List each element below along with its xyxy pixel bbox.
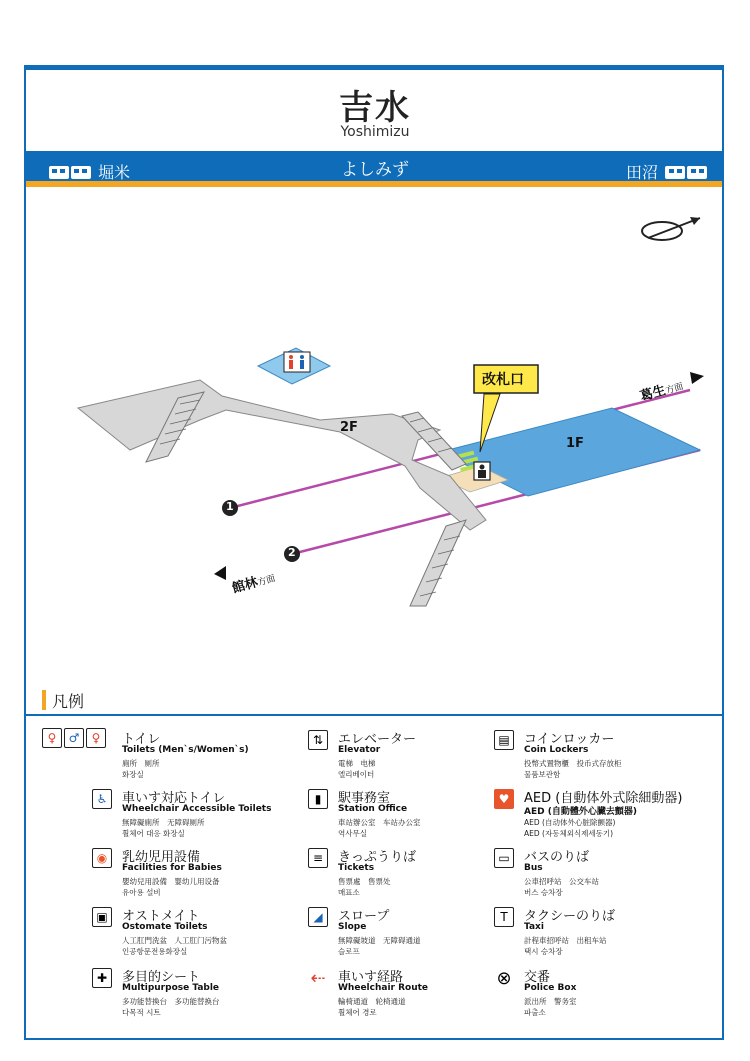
legend-item-en: Ostomate Toilets bbox=[122, 922, 208, 932]
train-right-icon bbox=[664, 163, 708, 181]
legend-item-ja: オストメイト bbox=[122, 909, 200, 924]
station-kana: よしみず bbox=[341, 160, 409, 180]
legend-item-en: Taxi bbox=[524, 922, 544, 932]
floor-1f-label: 1F bbox=[566, 436, 584, 451]
slope-icon: ◢ bbox=[308, 907, 328, 927]
legend-item-en: Police Box bbox=[524, 983, 577, 993]
legend-item-en: Slope bbox=[338, 922, 367, 932]
wheelchair-route-icon: ⇠ bbox=[308, 968, 328, 988]
coin-locker-icon: ▤ bbox=[494, 730, 514, 750]
legend-item-ja: きっぷうりば bbox=[338, 850, 417, 865]
legend-item-zh: 人工肛門洗盆 人工肛门污物盆 bbox=[122, 936, 227, 945]
legend-item-ja: 交番 bbox=[524, 970, 551, 985]
line-bar-strip bbox=[26, 181, 722, 187]
legend-item-en: Toilets (Men`s/Women`s) bbox=[122, 745, 249, 755]
legend-item-ja: タクシーのりば bbox=[524, 909, 616, 924]
legend-divider bbox=[26, 714, 722, 716]
legend-item-ko: 택시 승차장 bbox=[524, 947, 563, 956]
station-name: 吉水 bbox=[339, 88, 411, 128]
station-romaji: Yoshimizu bbox=[340, 124, 410, 140]
legend-item-en: Elevator bbox=[338, 745, 381, 755]
concourse-2f bbox=[78, 380, 486, 530]
legend-item-ko: 매표소 bbox=[338, 888, 360, 897]
legend-item-ko: 인공항문전용화장실 bbox=[122, 947, 188, 956]
baby-icon: ◉ bbox=[92, 848, 112, 868]
legend-item-zh: 無障礙坡道 无障碍通道 bbox=[338, 936, 421, 945]
legend-item-ko: 휠체어 대응 화장실 bbox=[122, 829, 185, 838]
legend-item-ja: トイレ bbox=[122, 732, 161, 747]
legend-item-en: Multipurpose Table bbox=[122, 983, 220, 993]
legend-item-ko: 다목적 시트 bbox=[122, 1008, 161, 1017]
legend-title-marker bbox=[42, 690, 46, 710]
train-left-icon bbox=[48, 163, 92, 181]
legend-item-ko: AED (자동체외식제세동기) bbox=[524, 829, 614, 838]
legend-item-ja: エレベーター bbox=[338, 732, 417, 747]
compass-icon bbox=[642, 217, 700, 240]
legend-item-ko: 슬로프 bbox=[338, 947, 360, 956]
legend-item-zh: 多功能替換台 多功能替换台 bbox=[122, 997, 220, 1006]
legend-item-zh: 無障礙廁所 无障碍厕所 bbox=[122, 818, 205, 827]
bus-icon: ▭ bbox=[494, 848, 514, 868]
aed-icon: ♥ bbox=[494, 789, 514, 809]
legend-item-zh: 售票處 售票处 bbox=[338, 877, 391, 886]
police-box-icon: ⊗ bbox=[494, 968, 514, 988]
direction-kuzu: 葛生方面 bbox=[638, 381, 685, 405]
legend-item-en: Bus bbox=[524, 863, 543, 873]
legend-item-zh: 電梯 电梯 bbox=[338, 759, 376, 768]
multipurpose-table-icon: ✚ bbox=[92, 968, 112, 988]
legend-item-ja: 多目的シート bbox=[122, 970, 201, 985]
legend-item-en: AED (自動體外心臟去顫器) bbox=[524, 807, 637, 817]
floor-2f-label: 2F bbox=[340, 420, 358, 435]
legend-item-ko: 화장실 bbox=[122, 770, 144, 779]
legend-item-zh: 車站辦公室 车站办公室 bbox=[338, 818, 421, 827]
legend-item-zh: 廁所 厕所 bbox=[122, 759, 160, 768]
legend-item-ja: 車いす経路 bbox=[338, 970, 404, 985]
legend-item-ko: 파출소 bbox=[524, 1008, 546, 1017]
legend-item-zh: 投幣式置物櫃 投币式存放柜 bbox=[524, 759, 622, 768]
next-station-label: 田沼 bbox=[625, 163, 658, 182]
legend-item-ko: 버스 승차장 bbox=[524, 888, 563, 897]
legend-item-ko: 물품보관함 bbox=[524, 770, 561, 779]
prev-station[interactable] bbox=[48, 160, 130, 183]
ostomate-icon: ▣ bbox=[92, 907, 112, 927]
legend-item-ko: 역사무실 bbox=[338, 829, 367, 838]
legend-item-en: Coin Lockers bbox=[524, 745, 589, 755]
legend-item-ko: 엘리베이터 bbox=[338, 770, 375, 779]
legend-item-en: Wheelchair Route bbox=[338, 983, 429, 993]
legend-item-ja: AED (自動体外式除細動器) bbox=[524, 791, 683, 806]
kuzu-arrow-icon bbox=[690, 372, 704, 384]
legend-item-zh: 派出所 警务室 bbox=[524, 997, 577, 1006]
legend-item-ko: 유아용 설비 bbox=[122, 888, 161, 897]
legend-item-ko: 휠체어 경로 bbox=[338, 1008, 377, 1017]
legend-item-ja: コインロッカー bbox=[524, 732, 615, 747]
next-station[interactable] bbox=[626, 160, 708, 183]
legend-title: 凡例 bbox=[52, 692, 85, 711]
legend-item-ja: バスのりば bbox=[524, 850, 590, 865]
legend-item-ja: スロープ bbox=[338, 909, 390, 924]
legend-item-ja: 乳幼児用設備 bbox=[122, 850, 201, 865]
station-map bbox=[0, 190, 750, 710]
direction-tatebayashi: 館林方面 bbox=[230, 573, 277, 597]
legend-item-en: Tickets bbox=[338, 863, 375, 873]
legend-item-ja: 車いす対応トイレ bbox=[122, 791, 226, 806]
station-office-icon bbox=[474, 462, 490, 480]
platform-2-number: 2 bbox=[288, 546, 296, 559]
legend-item-en: Facilities for Babies bbox=[122, 863, 222, 873]
taxi-icon: T bbox=[494, 907, 514, 927]
legend-item-zh: 輪椅通道 轮椅通道 bbox=[338, 997, 406, 1006]
station-office-icon: ▮ bbox=[308, 789, 328, 809]
legend-item-zh: AED (自动体外心脏除颤器) bbox=[524, 818, 616, 827]
tickets-icon: ≡ bbox=[308, 848, 328, 868]
ticket-gate-label[interactable]: 改札口 bbox=[482, 372, 524, 388]
platform-1-number: 1 bbox=[226, 500, 234, 513]
legend-item-ja: 駅事務室 bbox=[338, 791, 391, 806]
wheelchair-toilet-icon: ♿ bbox=[92, 789, 112, 809]
toilet-icon: ♀ ♂ ♀ bbox=[42, 728, 106, 748]
elevator-icon: ⇅ bbox=[308, 730, 328, 750]
legend-item-zh: 計程車招呼站 出租车站 bbox=[524, 936, 607, 945]
tatebayashi-arrow-icon bbox=[214, 566, 226, 580]
legend-item-en: Wheelchair Accessible Toilets bbox=[122, 804, 272, 814]
legend-item-zh: 嬰幼兒用設備 婴幼儿用设备 bbox=[122, 877, 220, 886]
prev-station-label: 堀米 bbox=[98, 163, 131, 182]
toilet-map-icon bbox=[284, 352, 310, 372]
legend-item-en: Station Office bbox=[338, 804, 408, 814]
legend-item-zh: 公車招呼站 公交车站 bbox=[524, 877, 599, 886]
